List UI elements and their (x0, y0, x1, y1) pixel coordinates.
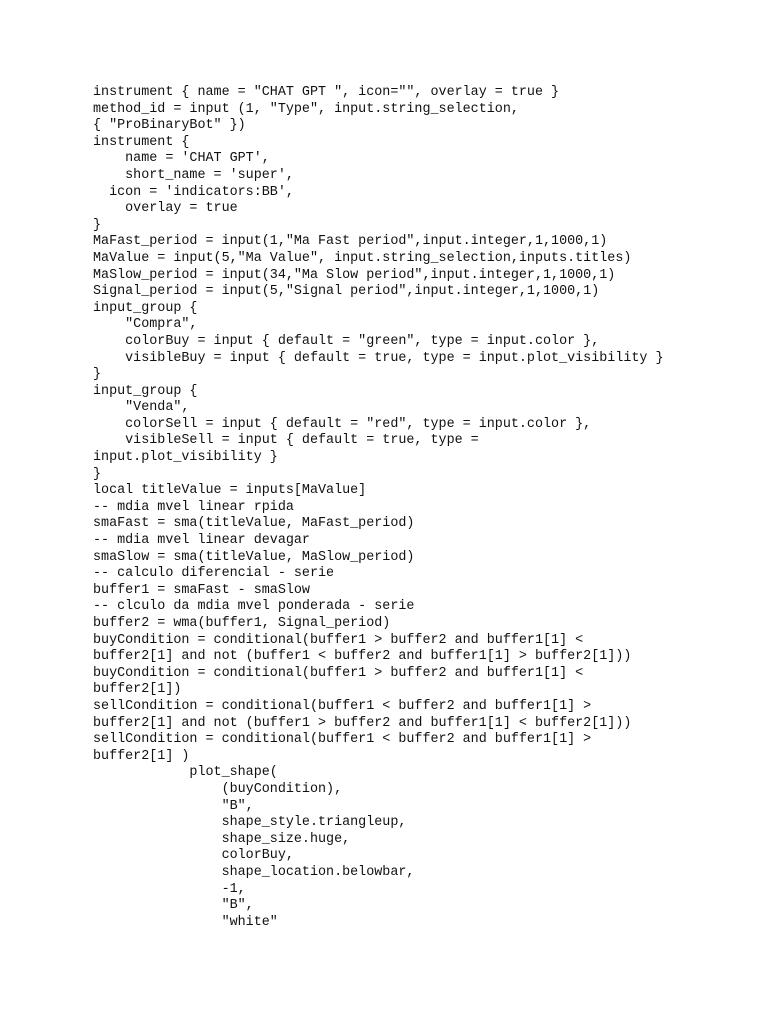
code-block (93, 85, 733, 931)
code-line: buffer2 = wma(buffer1, Signal_period) (93, 616, 391, 631)
code-line: "Compra", (93, 317, 198, 333)
code-line: buffer2[1]) (93, 682, 182, 698)
code-line: } (93, 466, 102, 482)
code-line: "B", (93, 898, 254, 914)
code-line: visibleBuy = input { default = true, type = input.plot_visibility } (93, 350, 664, 366)
code-line: shape_size.huge, (93, 831, 351, 847)
code-line: -1, (93, 881, 246, 897)
code-line: shape_style.triangleup, (93, 815, 407, 831)
code-line: buffer2[1] and not (buffer1 > buffer2 and buffer1[1] < buffer2[1])) (93, 715, 632, 731)
code-line: Signal_period = input(5,"Signal period",input.integer,1,1000,1) (93, 284, 600, 300)
code-line: } (93, 217, 102, 233)
code-line: short_name = 'super', (93, 167, 294, 183)
code-line: -- clculo da mdia mvel ponderada - serie (93, 599, 415, 615)
code-line: shape_location.belowbar, (93, 864, 415, 880)
code-line: -- mdia mvel linear devagar (93, 533, 310, 549)
code-line: buyCondition = conditional(buffer1 > buffer2 and buffer1[1] < (93, 665, 584, 681)
code-line: -- calculo diferencial - serie (93, 566, 335, 582)
code-line: local titleValue = inputs[MaValue] (93, 483, 367, 499)
code-line: input_group { (93, 383, 198, 399)
code-line: instrument { name = "CHAT GPT ", icon="", overlay = true } (93, 85, 560, 100)
code-line: plot_shape( (93, 765, 278, 781)
code-line: colorBuy = input { default = "green", type = input.color }, (93, 333, 600, 349)
code-line: buyCondition = conditional(buffer1 > buffer2 and buffer1[1] < (93, 632, 584, 648)
code-line: visibleSell = input { default = true, type = (93, 433, 479, 449)
code-line: MaFast_period = input(1,"Ma Fast period",input.integer,1,1000,1) (93, 234, 608, 250)
code-line: sellCondition = conditional(buffer1 < buffer2 and buffer1[1] > (93, 698, 592, 714)
code-line: icon = 'indicators:BB', (93, 184, 294, 200)
code-line: "white" (93, 914, 278, 930)
code-line: "B", (93, 798, 254, 814)
code-line: "Venda", (93, 400, 190, 416)
code-line: (buyCondition), (93, 781, 343, 797)
code-line: colorSell = input { default = "red", type = input.color }, (93, 416, 592, 432)
code-line: MaSlow_period = input(34,"Ma Slow period",input.integer,1,1000,1) (93, 267, 616, 283)
code-line: -- mdia mvel linear rpida (93, 499, 294, 515)
code-line: input_group { (93, 300, 198, 316)
code-line: } (93, 367, 102, 383)
code-line: MaValue = input(5,"Ma Value", input.string_selection,inputs.titles) (93, 250, 632, 266)
code-line: buffer2[1] and not (buffer1 < buffer2 and buffer1[1] > buffer2[1])) (93, 649, 632, 665)
code-line: method_id = input (1, "Type", input.string_selection, (93, 101, 519, 117)
code-line: buffer2[1] ) (93, 748, 190, 764)
code-line: name = 'CHAT GPT', (93, 151, 270, 167)
code-line: instrument { (93, 134, 190, 150)
code-line: sellCondition = conditional(buffer1 < buffer2 and buffer1[1] > (93, 732, 592, 748)
code-line: input.plot_visibility } (93, 450, 278, 466)
code-line: overlay = true (93, 201, 238, 217)
code-line: { "ProBinaryBot" }) (93, 118, 246, 134)
code-line: smaFast = sma(titleValue, MaFast_period) (93, 516, 415, 532)
code-line: buffer1 = smaFast - smaSlow (93, 582, 310, 598)
code-line: smaSlow = sma(titleValue, MaSlow_period) (93, 549, 415, 565)
code-line: colorBuy, (93, 848, 294, 864)
